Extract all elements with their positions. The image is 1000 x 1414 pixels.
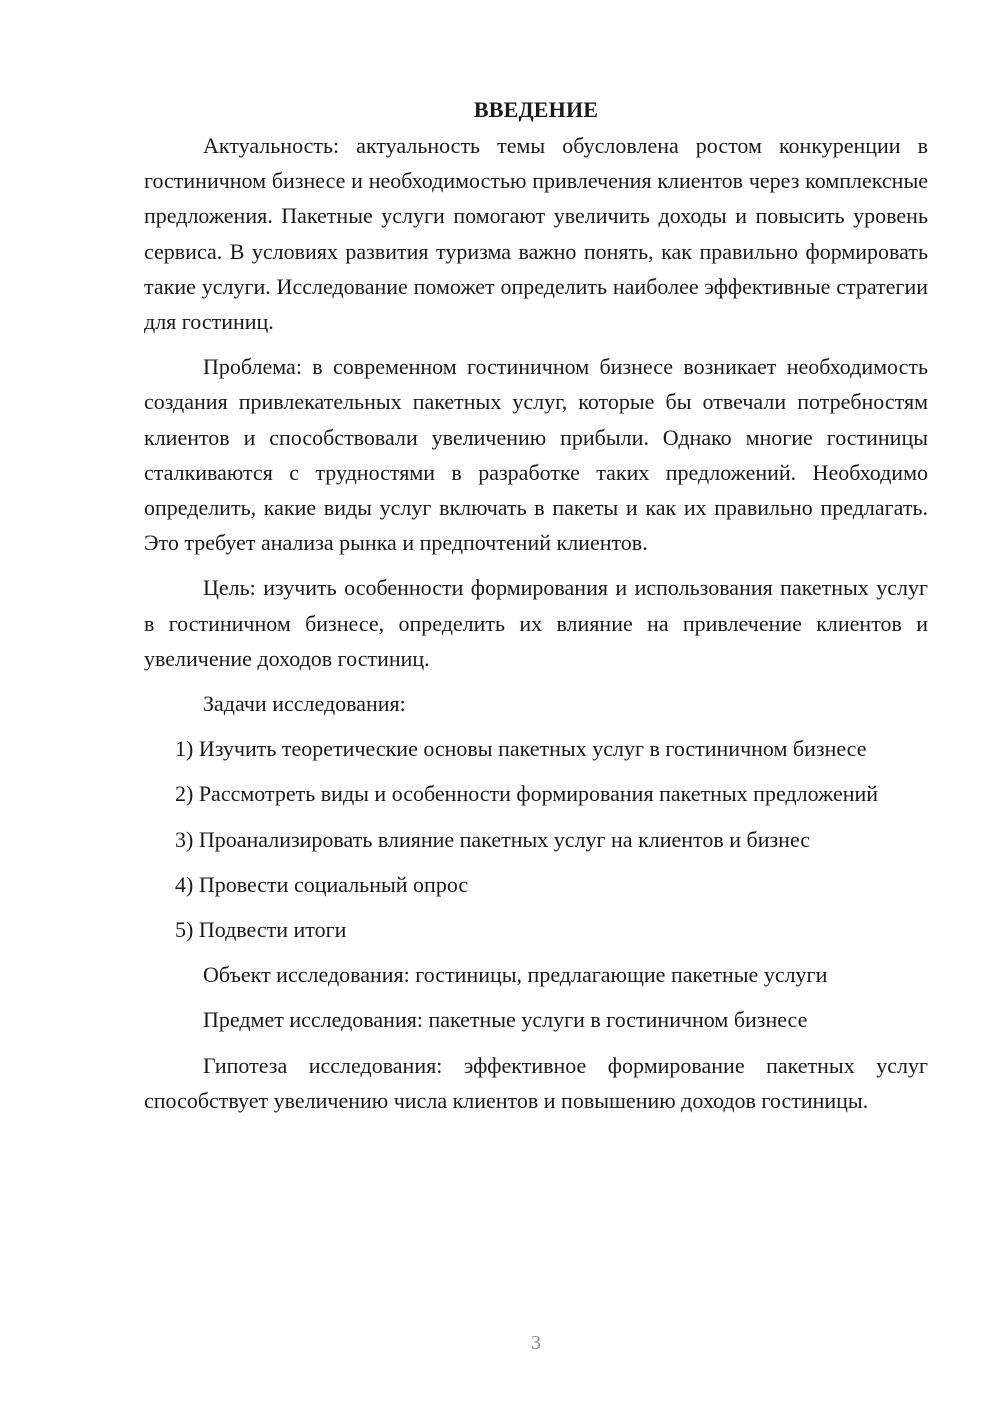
hypothesis-paragraph: Гипотеза исследования: эффективное формирование пакетных услуг способствует увеличению числа клиентов и повышению доходов гостиницы.: [144, 1052, 928, 1113]
list-item: 5) Подвести итоги: [175, 917, 347, 943]
tasks-list: [144, 731, 928, 947]
list-item: 1) Изучить теоретические основы пакетных услуг в гостиничном бизнесе: [175, 736, 867, 762]
object-paragraph: Объект исследования: гостиницы, предлагающие пакетные услуги: [203, 962, 828, 988]
page-number: 3: [531, 1332, 541, 1354]
goal-paragraph: Цель: изучить особенности формирования и использования пакетных услуг в гостиничном бизнесе, определить их влияние на привлечение клиентов и увеличение доходов гостиниц.: [144, 575, 928, 671]
document-page: [144, 92, 928, 1128]
list-item: 2) Рассмотреть виды и особенности формирования пакетных предложений: [175, 781, 879, 807]
relevance-paragraph: Актуальность: актуальность темы обусловлена ростом конкуренции в гостиничном бизнесе и необходимостью привлечения клиентов через комплексные предложения. Пакетные услуги помогают увеличить доходы и повысить уровень сервиса. В условиях развития туризма важно понять, как правильно формировать такие услуги. Исследование поможет определить наиболее эффективные стратегии для гостиниц.: [144, 133, 928, 335]
problem-paragraph: Проблема: в современном гостиничном бизнесе возникает необходимость создания привлекательных пакетных услуг, которые бы отвечали потребностям клиентов и способствовали увеличению прибыли. Однако многие гостиницы сталкиваются с трудностями в разработке таких предложений. Необходимо определить, какие виды услуг включать в пакеты и как их правильно предлагать. Это требует анализа рынка и предпочтений клиентов.: [144, 354, 928, 556]
tasks-heading: Задачи исследования:: [203, 691, 406, 717]
subject-paragraph: Предмет исследования: пакетные услуги в гостиничном бизнесе: [203, 1007, 808, 1033]
page-title: ВВЕДЕНИЕ: [473, 97, 599, 122]
list-item: 4) Провести социальный опрос: [175, 871, 469, 897]
list-item: 3) Проанализировать влияние пакетных услуг на клиентов и бизнес: [175, 826, 811, 852]
